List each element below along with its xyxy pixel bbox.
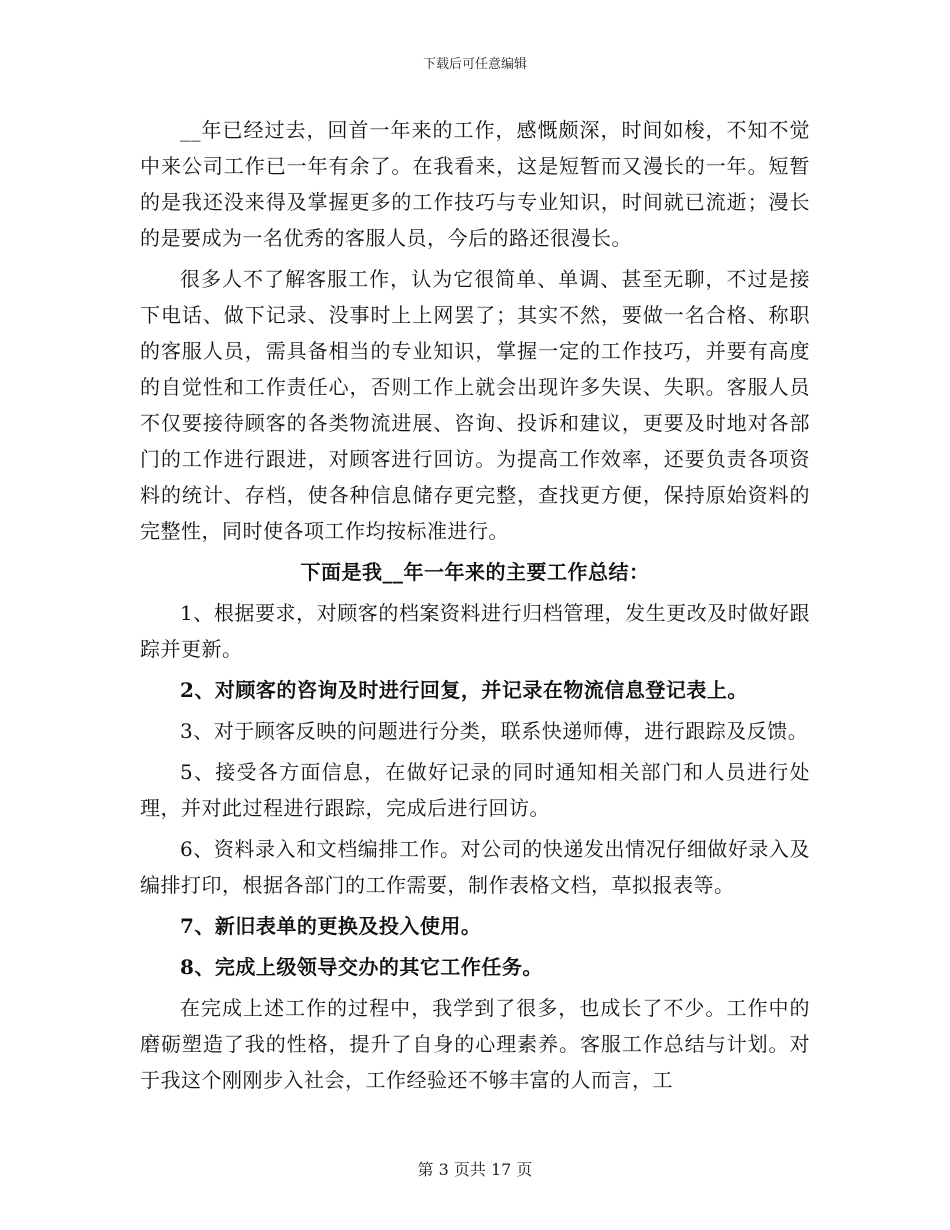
summary-heading: 下面是我__年一年来的主要工作总结： [300,560,650,584]
document-body [140,112,810,1103]
closing-paragraph: 在完成上述工作的过程中，我学到了很多，也成长了不少。工作中的磨砺塑造了我的性格，提升了自身的心理素养。客服工作总结与计划。对于我这个刚刚步入社会，工作经验还不够丰富的人而言，工 [140,996,810,1092]
list-item-3: 3、对于顾客反映的问题进行分类，联系快递师傅，进行跟踪及反馈。 [180,719,809,743]
list-item-2: 2、对顾客的咨询及时进行回复，并记录在物流信息登记表上。 [180,678,748,702]
intro-paragraph: __年已经过去，回首一年来的工作，感慨颇深，时间如梭，不知不觉中来公司工作已一年有余了。在我看来，这是短暂而又漫长的一年。短暂的是我还没来得及掌握更多的工作技巧与专业知识，时间就已流逝；漫长的是要成为一名优秀的客服人员，今后的路还很漫长。 [140,118,810,250]
list-item-5: 5、接受各方面信息，在做好记录的同时通知相关部门和人员进行处理，并对此过程进行跟踪，完成后进行回访。 [140,760,810,820]
list-item-6: 6、资料录入和文档编排工作。对公司的快递发出情况仔细做好录入及编排打印，根据各部门的工作需要，制作表格文档，草拟报表等。 [140,837,810,897]
page-footer: 第 3 页共 17 页 [417,1160,533,1179]
list-item-1: 1、根据要求，对顾客的档案资料进行归档管理，发生更改及时做好跟踪并更新。 [140,601,810,661]
description-paragraph: 很多人不了解客服工作，认为它很简单、单调、甚至无聊，不过是接下电话、做下记录、没事时上上网罢了；其实不然，要做一名合格、称职的客服人员，需具备相当的专业知识，掌握一定的工作技巧，并要有高度的自觉性和工作责任心，否则工作上就会出现许多失误、失职。客服人员不仅要接待顾客的各类物流进展、咨询、投诉和建议，更要及时地对各部门的工作进行跟进，对顾客进行回访。为提高工作效率，还要负责各项资料的统计、存档，使各种信息储存更完整，查找更方便，保持原始资料的完整性，同时使各项工作均按标准进行。 [140,267,810,543]
page-header: 下载后可任意编辑 [422,57,527,72]
list-item-8: 8、完成上级领导交办的其它工作任务。 [180,955,543,979]
list-item-7: 7、新旧表单的更换及投入使用。 [180,914,482,938]
